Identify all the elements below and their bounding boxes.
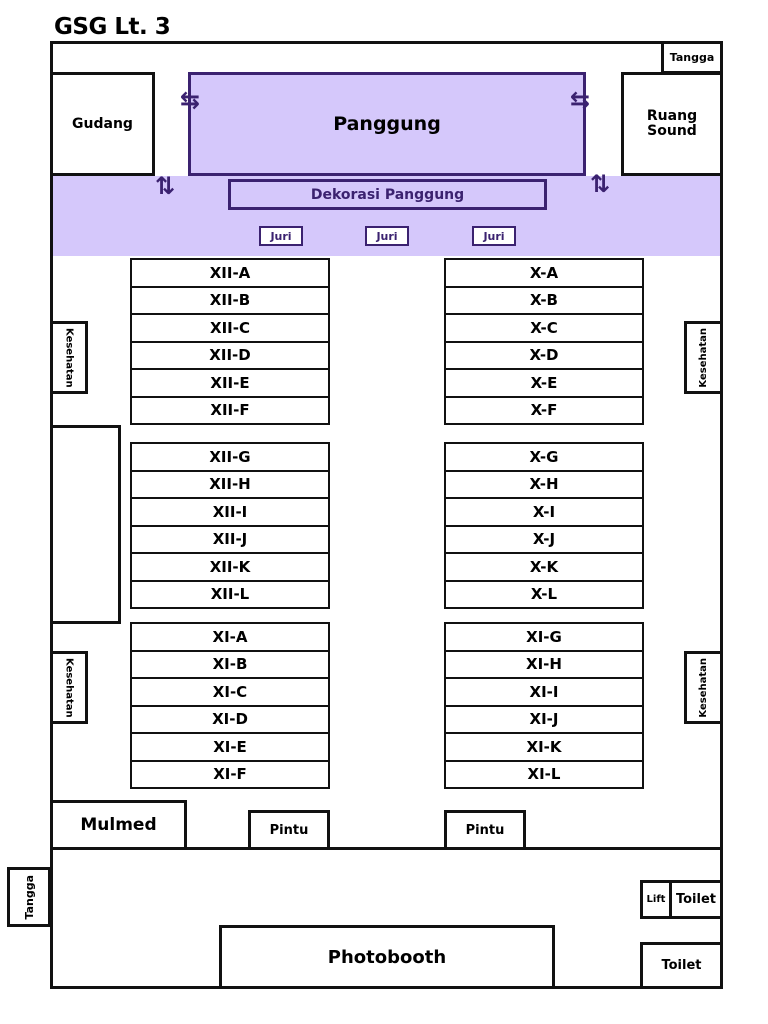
class-seating-row: XI-L: [444, 760, 644, 790]
class-seating-row: X-L: [444, 580, 644, 610]
room-kesehatan: [684, 321, 723, 394]
class-seating-row: XI-A: [130, 622, 330, 652]
door-label: Pintu: [465, 822, 505, 838]
room-kesehatan: [50, 651, 88, 724]
class-seating-row: XI-D: [130, 705, 330, 735]
class-seating-row: XI-I: [444, 677, 644, 707]
class-seating-row: XI-E: [130, 732, 330, 762]
room-label: Kesehatan: [698, 327, 709, 388]
juri-label: Juri: [270, 229, 292, 243]
class-seating-row: XII-J: [130, 525, 330, 555]
class-seating-row: XII-E: [130, 368, 330, 398]
class-seating-row: XII-K: [130, 552, 330, 582]
room-tangga-left: [7, 867, 51, 927]
juri-seat: [365, 226, 409, 246]
class-seating-row: XII-D: [130, 341, 330, 371]
room-label: Ruang Sound: [646, 108, 698, 139]
class-seating-row: XII-H: [130, 470, 330, 500]
room-label: Tangga: [22, 874, 36, 920]
room-kesehatan: [684, 651, 723, 724]
class-seating-row: XII-G: [130, 442, 330, 472]
room-label: Kesehatan: [63, 657, 75, 718]
room-ruang-sound: [621, 72, 723, 176]
class-seating-row: X-K: [444, 552, 644, 582]
class-seating-row: XI-B: [130, 650, 330, 680]
class-seating-row: XI-G: [444, 622, 644, 652]
room-photobooth: [219, 925, 555, 989]
juri-seat: [472, 226, 516, 246]
juri-seat: [259, 226, 303, 246]
swap-horizontal-icon: ⇆: [570, 86, 591, 114]
room-toilet: [640, 942, 723, 989]
page-title: GSG Lt. 3: [54, 14, 171, 40]
room-label: Panggung: [333, 113, 441, 135]
room-label: Toilet: [661, 958, 702, 973]
door-label: Pintu: [269, 822, 309, 838]
swap-horizontal-icon: ⇆: [180, 86, 201, 114]
juri-label: Juri: [376, 229, 398, 243]
dekorasi-panggung: [228, 179, 547, 210]
class-seating-row: X-H: [444, 470, 644, 500]
dekorasi-label: Dekorasi Panggung: [310, 186, 465, 203]
juri-label: Juri: [483, 229, 505, 243]
room-lift: [640, 880, 672, 919]
class-seating-row: XII-B: [130, 286, 330, 316]
room-label: Tangga: [669, 51, 715, 64]
class-seating-row: X-B: [444, 286, 644, 316]
class-seating-row: X-A: [444, 258, 644, 288]
room-label: Toilet: [675, 892, 716, 907]
up-down-arrows-icon: ⇅: [590, 170, 611, 198]
class-seating-row: X-E: [444, 368, 644, 398]
class-seating-row: XI-F: [130, 760, 330, 790]
class-seating-row: XI-H: [444, 650, 644, 680]
class-seating-row: XII-A: [130, 258, 330, 288]
room-tangga-top: [661, 41, 723, 74]
lobby-divider: [50, 847, 723, 850]
class-seating-row: XI-K: [444, 732, 644, 762]
class-seating-row: XII-F: [130, 396, 330, 426]
class-seating-row: X-I: [444, 497, 644, 527]
room-kesehatan: [50, 321, 88, 394]
class-seating-row: XI-C: [130, 677, 330, 707]
class-seating-row: XI-J: [444, 705, 644, 735]
door-pintu: [248, 810, 330, 850]
class-seating-row: XII-C: [130, 313, 330, 343]
class-seating-row: XII-I: [130, 497, 330, 527]
class-seating-row: X-F: [444, 396, 644, 426]
class-seating-row: XII-L: [130, 580, 330, 610]
room-label: Gudang: [72, 116, 133, 132]
class-seating-row: X-C: [444, 313, 644, 343]
side-room-empty: [50, 425, 121, 624]
class-seating-row: X-J: [444, 525, 644, 555]
class-seating-row: X-D: [444, 341, 644, 371]
room-gudang: [50, 72, 155, 176]
room-toilet: [669, 880, 723, 919]
door-pintu: [444, 810, 526, 850]
room-label: Photobooth: [327, 946, 447, 968]
up-down-arrows-icon: ⇅: [155, 172, 176, 200]
room-label: Kesehatan: [698, 657, 709, 718]
room-label: Mulmed: [80, 815, 157, 835]
class-seating-row: X-G: [444, 442, 644, 472]
room-mulmed: [50, 800, 187, 850]
room-panggung: [188, 72, 586, 176]
room-label: Lift: [646, 894, 666, 905]
room-label: Kesehatan: [63, 327, 75, 388]
